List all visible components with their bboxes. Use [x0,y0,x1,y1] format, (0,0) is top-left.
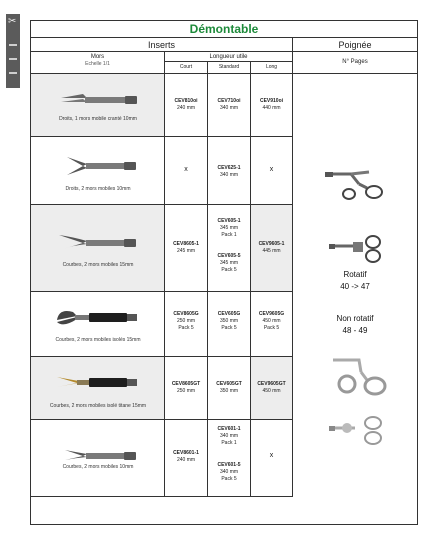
insert-caption: Droits, 1 mors mobile cranté 10mm [59,116,137,122]
ref-code: CEV9605G [258,311,285,317]
rotatif-label: Rotatif [343,270,367,279]
ref-code: CEV605GT [216,381,242,387]
binder-tab [6,14,20,88]
ref-pack: Pack 5 [221,325,237,331]
header-long: Long [251,62,293,73]
standard-cell [208,205,251,291]
insert-caption: Droits, 2 mors mobiles 10mm [65,186,131,192]
ref-length: 440 mm [262,105,281,111]
long-cell [251,420,293,496]
insert-caption: Courbes, 2 mors mobiles isolé titane 15mm [49,403,147,409]
tab-mark [9,72,17,74]
ref-code: CEV605G [217,311,241,317]
court-cell [165,292,208,356]
ref-code: CEV8605G [173,311,199,317]
handle-image [329,414,391,448]
not-available-mark: x [269,452,274,459]
table-row [31,205,293,292]
long-cell [251,74,293,136]
ref-code: CEV910oi [259,98,284,104]
mors-cell [31,74,165,136]
header-poignee: Poignée [293,38,417,52]
tab-mark [9,44,17,46]
ref-pack: Pack 5 [221,476,237,482]
ref-length: 345 mm [219,225,239,231]
not-available-mark: x [269,166,274,173]
ref-code: CEV601-5 [217,462,241,468]
ref-code: CEV605-1 [217,218,241,224]
ref-code: CEV9605GT [257,381,286,387]
standard-cell [208,74,251,136]
non-rotatif-label: Non rotatif [336,314,374,323]
header-npages: N° Pages [342,59,368,65]
ref-length: 340 mm [219,469,239,475]
court-cell [165,137,208,204]
court-cell [165,420,208,496]
catalog-table [30,20,418,525]
ref-length: 240 mm [176,105,196,111]
handle-image [329,232,389,264]
page-title: Démontable [31,21,417,38]
tab-mark [9,58,17,60]
ref-code: CEV8601-1 [173,450,199,456]
ref-code: CEV8605GT [171,381,201,387]
poignee-column [293,74,417,525]
ref-length: 250 mm [176,318,196,324]
ref-length: 445 mm [262,248,281,254]
mors-cell [31,357,165,419]
ref-pack: Pack 5 [263,325,280,331]
ref-length: 450 mm [262,388,281,394]
court-cell [165,357,208,419]
table-row [31,292,293,357]
header-mors [31,52,165,73]
ref-code: CEV710oi [217,98,241,104]
table-row [31,357,293,420]
ref-length: 345 mm [219,260,239,266]
header-standard: Standard [208,62,251,73]
ref-pack: Pack 5 [178,325,194,331]
instrument-image [53,365,145,401]
ref-length: 250 mm [176,388,196,394]
header-inserts: Inserts [31,38,293,52]
insert-caption: Courbes, 2 mors mobiles 15mm [62,262,134,268]
instrument-image [53,84,145,120]
ref-code: CEV625-1 [217,165,241,171]
insert-caption: Courbes, 2 mors mobiles isolés 15mm [55,337,141,343]
ref-length: 340 mm [219,105,239,111]
ref-code: CEV8605-1 [173,241,199,247]
standard-cell [208,420,251,496]
non-rotatif-pages: 48 - 49 [342,326,368,335]
ref-length: 245 mm [176,248,196,254]
ref-code: CEV601-1 [217,426,241,432]
long-cell [251,205,293,291]
mors-cell [31,205,165,291]
ref-code: CEV605-5 [217,253,241,259]
ref-length: 450 mm [262,318,281,324]
long-cell [251,357,293,419]
header-longueur: Longueur utile [165,52,293,62]
long-cell [251,292,293,356]
instrument-image [53,225,145,261]
handle-image [331,354,391,396]
ref-pack: Pack 1 [221,440,237,446]
mors-cell [31,420,165,496]
insert-caption: Courbes, 2 mors mobiles 10mm [62,464,134,470]
standard-cell [208,137,251,204]
standard-cell [208,357,251,419]
handle-image [325,164,389,204]
long-cell [251,137,293,204]
court-cell [165,74,208,136]
mors-cell [31,292,165,356]
mors-cell [31,137,165,204]
header-mors-label: Mors [90,54,105,60]
table-row [31,74,293,137]
header-echelle-label: Echelle 1/1 [85,61,110,67]
standard-cell [208,292,251,356]
ref-length: 350 mm [219,318,239,324]
ref-pack: Pack 5 [221,267,237,273]
ref-code: CEV810oi [174,98,198,104]
court-cell [165,205,208,291]
scissors-icon: ✂ [8,16,17,27]
instrument-image [53,300,145,336]
ref-length: 340 mm [219,433,239,439]
not-available-mark: x [184,166,188,173]
table-row [31,137,293,205]
ref-pack: Pack 1 [221,232,237,238]
ref-length: 240 mm [176,457,196,463]
ref-length: 340 mm [219,172,239,178]
instrument-image [53,149,145,185]
ref-code: CEV9605-1 [258,241,285,247]
ref-length: 350 mm [219,388,239,394]
rotatif-pages: 40 -> 47 [340,282,370,291]
header-court: Court [165,62,208,73]
table-row [31,420,293,497]
